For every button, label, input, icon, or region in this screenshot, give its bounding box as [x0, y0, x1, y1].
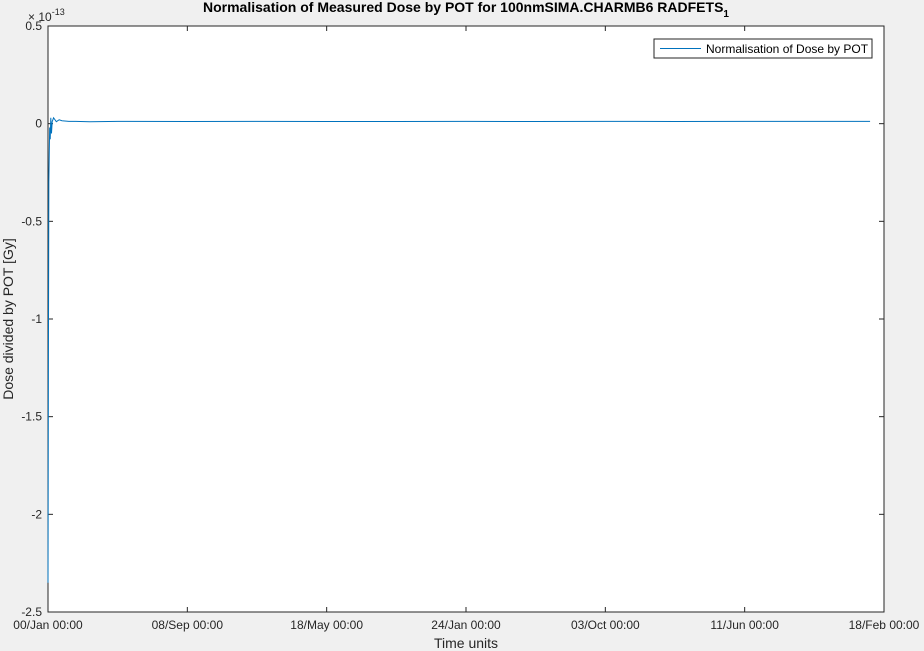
- x-tick-label: 08/Sep 00:00: [151, 618, 224, 632]
- chart-title-subscript: 1: [723, 9, 729, 20]
- y-axis-label: Dose divided by POT [Gy]: [0, 238, 16, 400]
- y-tick-label: -2: [31, 507, 42, 522]
- chart-title: Normalisation of Measured Dose by POT for 100nmSIMA.CHARMB6 $RADFETS_1$: [203, 0, 729, 20]
- y-exponent-label: × $10^{-13}$: [28, 7, 65, 24]
- x-tick-label: 00/Jan 00:00: [13, 618, 83, 632]
- y-tick-label: 0: [35, 116, 42, 131]
- x-tick-label: 11/Jun 00:00: [710, 618, 779, 632]
- y-exponent-value: -13: [51, 7, 65, 17]
- plot-area: [48, 26, 884, 612]
- legend: [654, 39, 872, 58]
- x-tick-label: 24/Jan 00:00: [431, 618, 501, 632]
- y-tick-label: -1: [31, 312, 42, 326]
- x-tick-label: 18/Feb 00:00: [848, 618, 920, 632]
- y-tick-label: -2.5: [21, 605, 42, 619]
- x-tick-label: 18/May 00:00: [290, 618, 364, 632]
- x-axis-label: Time units: [433, 635, 499, 651]
- x-tick-labels: [13, 618, 919, 632]
- y-tick-label: -0.5: [21, 214, 42, 229]
- legend-entry: Normalisation of Dose by POT: [706, 42, 869, 56]
- y-tick-label: -1.5: [21, 409, 42, 424]
- x-tick-label: 03/Oct 00:00: [570, 618, 640, 632]
- y-tick-label: 0.5: [25, 19, 42, 33]
- y-tick-labels: [21, 19, 42, 619]
